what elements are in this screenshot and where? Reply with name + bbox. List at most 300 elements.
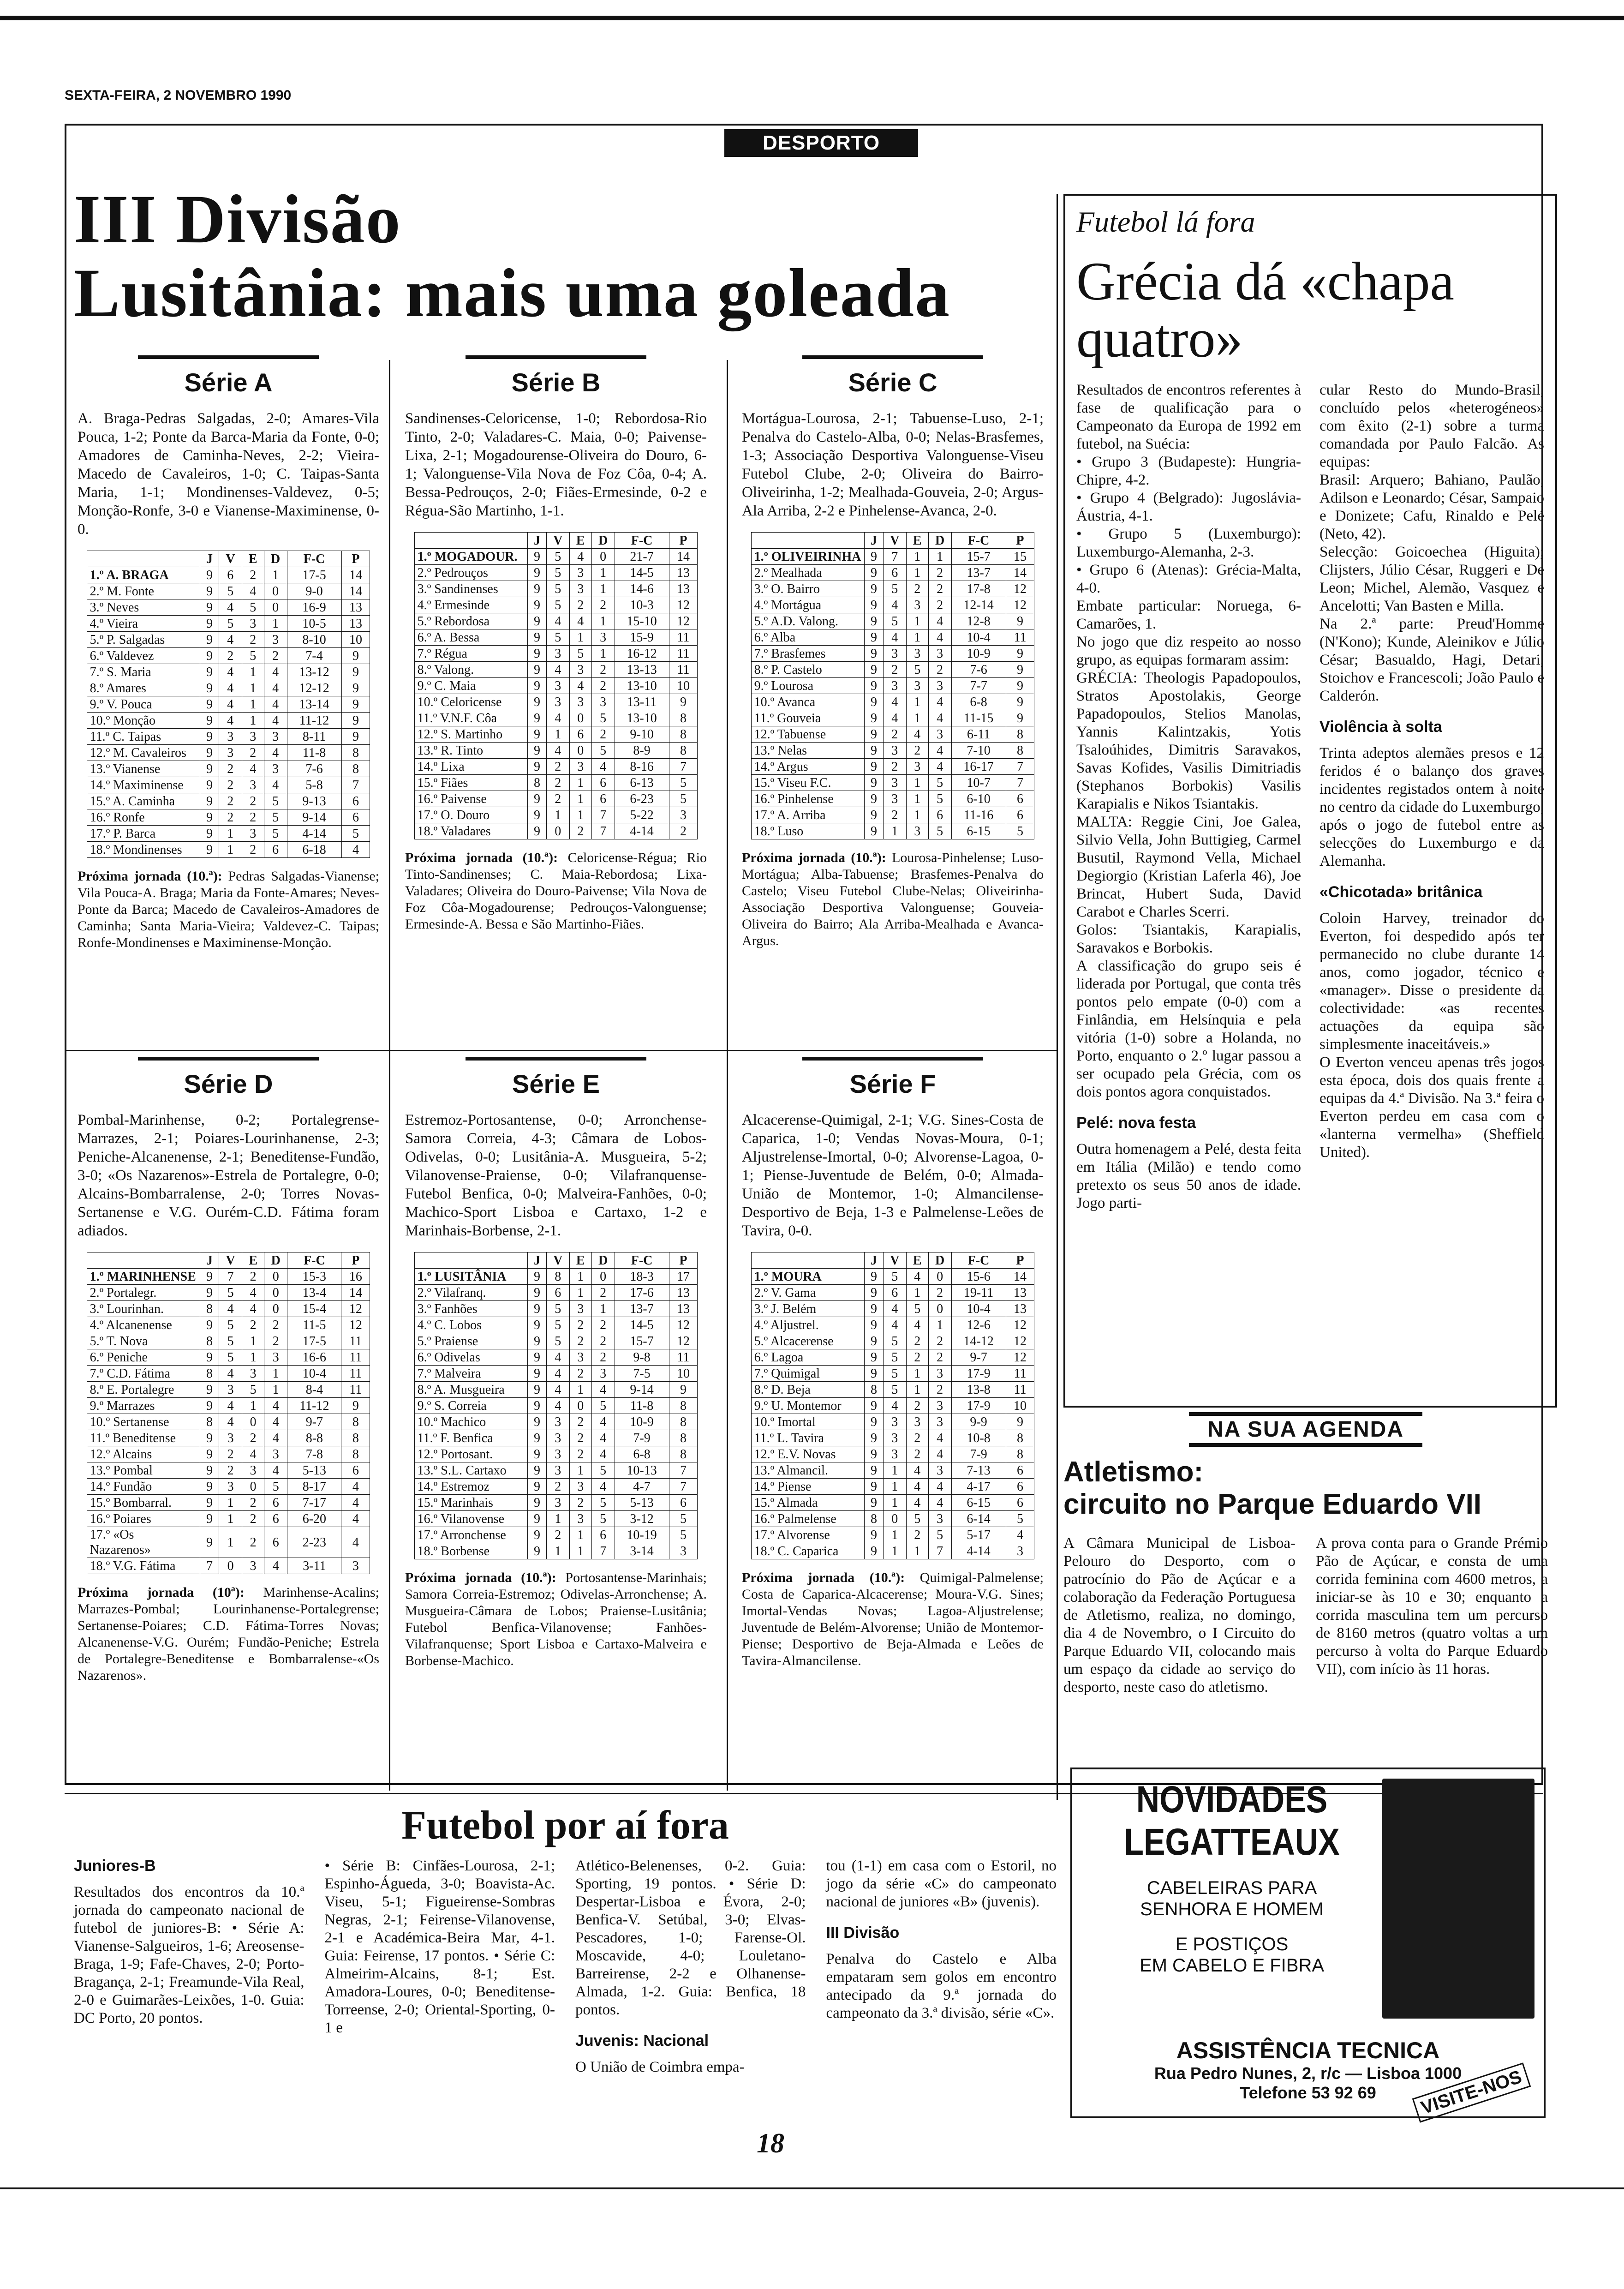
table-cell: 13-7 bbox=[615, 1301, 669, 1317]
table-cell: 9 bbox=[865, 1301, 884, 1317]
paragraph: tou (1-1) em casa com o Estoril, no jogo da série «C» do campeonato nacional de juniores «B» (juvenis). bbox=[826, 1858, 1057, 1910]
table-cell: 11 bbox=[341, 1349, 370, 1366]
table-cell: 14.º Argus bbox=[751, 759, 865, 775]
table-cell: 9 bbox=[200, 680, 219, 696]
table-row bbox=[87, 793, 370, 809]
table-row bbox=[751, 775, 1034, 791]
table-cell: 14-5 bbox=[615, 565, 669, 581]
table-cell: 9 bbox=[528, 1446, 547, 1462]
table-cell: 4 bbox=[569, 549, 591, 565]
table-cell: 14.º Piense bbox=[751, 1479, 865, 1495]
table-cell: 3 bbox=[591, 629, 615, 646]
table-cell: 3.º O. Bairro bbox=[751, 581, 865, 597]
table-cell: 2 bbox=[569, 1333, 591, 1349]
table-cell: 2 bbox=[669, 823, 698, 839]
table-cell: 1 bbox=[906, 613, 928, 629]
subhead-chicotada: «Chicotada» britânica bbox=[1320, 883, 1483, 901]
table-cell: 9 bbox=[865, 1349, 884, 1366]
table-cell: 19-11 bbox=[951, 1285, 1006, 1301]
table-cell: 5 bbox=[264, 826, 287, 842]
table-row bbox=[751, 1398, 1034, 1414]
table-cell: 1 bbox=[906, 629, 928, 646]
table-cell: 15.º A. Caminha bbox=[87, 793, 200, 809]
table-cell: 9 bbox=[528, 1430, 547, 1446]
table-cell: 5 bbox=[219, 583, 242, 599]
table-cell: 1 bbox=[242, 1398, 264, 1414]
table-cell: 1 bbox=[906, 1366, 928, 1382]
table-header-cell bbox=[414, 533, 528, 549]
table-cell: 0 bbox=[264, 599, 287, 616]
table-cell: 1 bbox=[591, 581, 615, 597]
table-cell: 11 bbox=[341, 1382, 370, 1398]
table-row bbox=[414, 1543, 698, 1559]
table-cell: 9 bbox=[200, 632, 219, 648]
table-cell: 11-8 bbox=[615, 1398, 669, 1414]
table-cell: 3 bbox=[264, 632, 287, 648]
table-cell: 9.º U. Montemor bbox=[751, 1398, 865, 1414]
table-row bbox=[751, 646, 1034, 662]
table-cell: 3 bbox=[242, 1366, 264, 1382]
table-cell: 5 bbox=[906, 662, 928, 678]
table-cell: 10.º Imortal bbox=[751, 1414, 865, 1430]
table-cell: 2 bbox=[883, 662, 906, 678]
table-cell: 10 bbox=[341, 632, 370, 648]
table-cell: 9 bbox=[865, 1462, 884, 1479]
table-cell: 1 bbox=[569, 1462, 591, 1479]
next-round-label: Próxima jornada (10.ª): bbox=[742, 1570, 905, 1585]
table-cell: 9-0 bbox=[287, 583, 341, 599]
table-cell: 7.º Quimigal bbox=[751, 1366, 865, 1382]
table-cell: 13 bbox=[669, 565, 698, 581]
table-cell: 6-11 bbox=[951, 726, 1006, 743]
table-cell: 1 bbox=[906, 549, 928, 565]
table-cell: 9 bbox=[200, 1269, 219, 1285]
table-cell: 2 bbox=[591, 1285, 615, 1301]
table-cell: 9 bbox=[528, 743, 547, 759]
table-row bbox=[414, 1398, 698, 1414]
table-cell: 0 bbox=[242, 1414, 264, 1430]
table-cell: 15-7 bbox=[951, 549, 1006, 565]
table-cell: 3 bbox=[546, 1462, 569, 1479]
table-cell: 13 bbox=[669, 581, 698, 597]
table-cell: 9.º Marrazes bbox=[87, 1398, 200, 1414]
table-cell: 1 bbox=[242, 1333, 264, 1349]
table-row bbox=[87, 842, 370, 858]
table-cell: 2 bbox=[591, 678, 615, 694]
table-cell: 10.º Monção bbox=[87, 713, 200, 729]
table-cell: 14 bbox=[1006, 565, 1034, 581]
table-cell: 9 bbox=[200, 567, 219, 583]
table-cell: 5 bbox=[219, 1317, 242, 1333]
table-cell: 9 bbox=[200, 648, 219, 664]
table-cell: 6.º A. Bessa bbox=[414, 629, 528, 646]
headline-line-1: III Divisão bbox=[74, 181, 401, 258]
table-cell: 21-7 bbox=[615, 549, 669, 565]
table-cell: 3 bbox=[569, 694, 591, 710]
table-row bbox=[87, 761, 370, 777]
table-cell: 6 bbox=[546, 1285, 569, 1301]
table-cell: 7 bbox=[928, 1543, 951, 1559]
table-header-row bbox=[751, 1252, 1034, 1269]
table-cell: 9 bbox=[528, 549, 547, 565]
table-cell: 5 bbox=[242, 648, 264, 664]
table-cell: 7-7 bbox=[951, 678, 1006, 694]
serie-title: Série A bbox=[184, 368, 273, 397]
table-cell: 6 bbox=[1006, 807, 1034, 823]
table-cell: 8 bbox=[1006, 1430, 1034, 1446]
table-cell: 4 bbox=[242, 1446, 264, 1462]
table-cell: 1 bbox=[546, 807, 569, 823]
table-cell: 12 bbox=[1006, 581, 1034, 597]
table-cell: 2 bbox=[546, 759, 569, 775]
serie-block bbox=[397, 1057, 715, 1669]
serie-block bbox=[734, 1057, 1052, 1669]
serie-results: A. Braga-Pedras Salgadas, 2-0; Amares-Vila Pouca, 1-2; Ponte da Barca-Maria da Fonte, 0-0; Amadores de Caminha-Neves, 2-2; Vieira-Macedo de Cavaleiros, 1-0; C. Taipas-Santa Maria, 1-1; Mondinenses-Valdevez, 0-5; Monção-Ronfe, 3-0 e Vianense-Maximinense, 0-0. bbox=[78, 410, 379, 538]
table-cell: 1 bbox=[591, 613, 615, 629]
table-cell: 4 bbox=[264, 664, 287, 680]
table-cell: 4 bbox=[264, 745, 287, 761]
table-row bbox=[87, 713, 370, 729]
table-row bbox=[87, 583, 370, 599]
table-cell: 9-13 bbox=[287, 793, 341, 809]
table-cell: 9 bbox=[528, 1462, 547, 1479]
table-cell: 2 bbox=[591, 662, 615, 678]
table-cell: 2.º M. Fonte bbox=[87, 583, 200, 599]
table-cell: 8-16 bbox=[615, 759, 669, 775]
table-cell: 10 bbox=[1006, 1398, 1034, 1414]
ad-line-2: LEGATTEAUX bbox=[1124, 1821, 1340, 1863]
table-row bbox=[414, 743, 698, 759]
table-cell: 5 bbox=[219, 1333, 242, 1349]
table-cell: 5 bbox=[1006, 823, 1034, 839]
table-cell: 1 bbox=[264, 616, 287, 632]
table-cell: 4 bbox=[591, 759, 615, 775]
table-cell: 4-17 bbox=[951, 1479, 1006, 1495]
table-cell: 3 bbox=[219, 1430, 242, 1446]
table-cell: 4 bbox=[546, 1382, 569, 1398]
futebol-col-4 bbox=[826, 1857, 1057, 2076]
top-rule bbox=[0, 0, 1624, 20]
paragraph: MALTA: Reggie Cini, Joe Galea, Silvio Vella, John Buttigieg, Carmel Busutil, Raymond Vella, Michael Degiorgio (Kristian Laferla 46), Joe Brincat, Hubert Suda, David Carabot e Charles Scerri. bbox=[1076, 814, 1301, 920]
table-cell: 7 bbox=[1006, 759, 1034, 775]
table-cell: 5 bbox=[219, 1349, 242, 1366]
table-cell: 4 bbox=[591, 1430, 615, 1446]
paragraph: No jogo que diz respeito ao nosso grupo, as equipas formaram assim: bbox=[1076, 634, 1301, 668]
table-cell: 2 bbox=[906, 1349, 928, 1366]
table-cell: 1 bbox=[219, 1495, 242, 1511]
table-row bbox=[87, 1527, 370, 1558]
table-cell: 2.º Vilafranq. bbox=[414, 1285, 528, 1301]
table-cell: 2 bbox=[569, 1495, 591, 1511]
table-cell: 11-8 bbox=[287, 745, 341, 761]
table-cell: 3 bbox=[928, 1511, 951, 1527]
table-row bbox=[87, 696, 370, 713]
table-header-cell: P bbox=[1006, 533, 1034, 549]
table-cell: 2 bbox=[219, 777, 242, 793]
table-cell: 5 bbox=[906, 1301, 928, 1317]
table-cell: 1 bbox=[569, 1269, 591, 1285]
table-cell: 9 bbox=[865, 1446, 884, 1462]
table-cell: 5-22 bbox=[615, 807, 669, 823]
table-header-cell: D bbox=[264, 551, 287, 567]
table-row bbox=[751, 1382, 1034, 1398]
table-cell: 8-4 bbox=[287, 1382, 341, 1398]
table-cell: 1 bbox=[264, 567, 287, 583]
table-row bbox=[751, 565, 1034, 581]
table-row bbox=[414, 1414, 698, 1430]
table-row bbox=[414, 1430, 698, 1446]
table-cell: 3 bbox=[264, 1446, 287, 1462]
table-cell: 1 bbox=[906, 1285, 928, 1301]
serie-top-rule bbox=[466, 1057, 646, 1061]
sidebar-col-1 bbox=[1076, 381, 1301, 1212]
table-cell: 1 bbox=[569, 775, 591, 791]
table-cell: 4 bbox=[569, 678, 591, 694]
table-cell: 14-12 bbox=[951, 1333, 1006, 1349]
table-cell: 0 bbox=[264, 583, 287, 599]
table-cell: 5 bbox=[883, 581, 906, 597]
table-row bbox=[751, 807, 1034, 823]
table-cell: 8 bbox=[1006, 726, 1034, 743]
table-cell: 2 bbox=[242, 1495, 264, 1511]
table-cell: 9-9 bbox=[951, 1414, 1006, 1430]
table-cell: 13-8 bbox=[951, 1382, 1006, 1398]
table-cell: 18.º Valadares bbox=[414, 823, 528, 839]
table-cell: 1 bbox=[591, 646, 615, 662]
table-cell: 16-6 bbox=[287, 1349, 341, 1366]
table-cell: 9 bbox=[528, 1527, 547, 1543]
table-cell: 8 bbox=[1006, 1446, 1034, 1462]
table-cell: 3 bbox=[906, 1414, 928, 1430]
sidebar-box bbox=[1063, 194, 1557, 1408]
table-cell: 13 bbox=[1006, 1285, 1034, 1301]
table-cell: 2 bbox=[569, 1446, 591, 1462]
table-cell: 2 bbox=[569, 823, 591, 839]
table-row bbox=[87, 1430, 370, 1446]
table-cell: 7-9 bbox=[615, 1430, 669, 1446]
table-cell: 2 bbox=[928, 581, 951, 597]
ad-line-5: E POSTIÇOS bbox=[1175, 1934, 1289, 1954]
paragraph: Golos: Tsiantakis, Karapialis, Saravakos e Borbokis. bbox=[1076, 922, 1301, 956]
table-cell: 1 bbox=[906, 1382, 928, 1398]
table-cell: 8-17 bbox=[287, 1479, 341, 1495]
table-cell: 17.º Arronchense bbox=[414, 1527, 528, 1543]
table-cell: 18.º Luso bbox=[751, 823, 865, 839]
table-header-cell: J bbox=[865, 1252, 884, 1269]
table-row bbox=[414, 759, 698, 775]
table-cell: 7 bbox=[219, 1269, 242, 1285]
table-cell: 12-6 bbox=[951, 1317, 1006, 1333]
table-cell: 9 bbox=[528, 613, 547, 629]
table-cell: 9-14 bbox=[287, 809, 341, 826]
table-cell: 6-13 bbox=[615, 775, 669, 791]
table-cell: 4 bbox=[219, 1414, 242, 1430]
table-cell: 3 bbox=[219, 1382, 242, 1398]
table-row bbox=[87, 1414, 370, 1430]
table-cell: 16.º Vilanovense bbox=[414, 1511, 528, 1527]
table-cell: 11 bbox=[669, 629, 698, 646]
table-cell: 9 bbox=[200, 583, 219, 599]
table-row bbox=[87, 826, 370, 842]
table-cell: 2 bbox=[883, 807, 906, 823]
subhead-juvenis: Juvenis: Nacional bbox=[575, 2032, 709, 2049]
table-cell: 12.º Tabuense bbox=[751, 726, 865, 743]
table-cell: 1 bbox=[883, 1462, 906, 1479]
table-cell: 11.º V.N.F. Côa bbox=[414, 710, 528, 726]
table-cell: 3 bbox=[883, 775, 906, 791]
table-cell: 9 bbox=[200, 599, 219, 616]
table-cell: 1 bbox=[219, 1527, 242, 1558]
serie-top-rule bbox=[802, 355, 983, 359]
table-cell: 6 bbox=[591, 1527, 615, 1543]
table-row bbox=[751, 726, 1034, 743]
table-cell: 13.º Pombal bbox=[87, 1462, 200, 1479]
table-cell: 4.º Vieira bbox=[87, 616, 200, 632]
table-cell: 13 bbox=[341, 616, 370, 632]
table-cell: 6 bbox=[1006, 1462, 1034, 1479]
table-cell: 15.º Marinhais bbox=[414, 1495, 528, 1511]
table-cell: 2 bbox=[928, 1285, 951, 1301]
table-cell: 6.º Odivelas bbox=[414, 1349, 528, 1366]
table-row bbox=[414, 613, 698, 629]
table-cell: 6 bbox=[341, 809, 370, 826]
table-cell: 4-14 bbox=[615, 823, 669, 839]
table-cell: 13.º Almancil. bbox=[751, 1462, 865, 1479]
table-cell: 2 bbox=[591, 1317, 615, 1333]
table-cell: 0 bbox=[264, 1301, 287, 1317]
table-row bbox=[751, 1349, 1034, 1366]
table-header-cell: V bbox=[883, 1252, 906, 1269]
table-cell: 9 bbox=[865, 662, 884, 678]
table-cell: 6 bbox=[1006, 1479, 1034, 1495]
table-cell: 18.º Mondinenses bbox=[87, 842, 200, 858]
table-cell: 9 bbox=[200, 1398, 219, 1414]
table-cell: 5 bbox=[242, 599, 264, 616]
table-cell: 2 bbox=[591, 726, 615, 743]
table-cell: 9 bbox=[528, 694, 547, 710]
table-cell: 3 bbox=[569, 759, 591, 775]
table-cell: 2 bbox=[242, 793, 264, 809]
table-cell: 2 bbox=[928, 565, 951, 581]
standings-table bbox=[414, 532, 698, 839]
table-cell: 1.º MOGADOUR. bbox=[414, 549, 528, 565]
table-row bbox=[414, 1495, 698, 1511]
advert-box bbox=[1070, 1768, 1546, 2118]
table-cell: 7 bbox=[669, 759, 698, 775]
table-cell: 2 bbox=[242, 1430, 264, 1446]
futebol-col-2: • Série B: Cinfães-Lourosa, 2-1; Espinho-Águeda, 3-0; Boavista-Ac. Viseu, 5-1; Figueirense-Sombras Negras, 2-1; Feirense-Vilanovense, 2-1 e Académica-Beira Mar, 4-1. Guia: Feirense, 17 pontos. • Série C: Almeirim-Alcains, 8-1; Est. Amadora-Loures, 0-0; Beneditense-Torreense, 2-0; Oriental-Sporting, 0-1 e bbox=[324, 1858, 555, 2036]
table-row bbox=[87, 616, 370, 632]
table-cell: 4-14 bbox=[287, 826, 341, 842]
table-cell: 9.º S. Correia bbox=[414, 1398, 528, 1414]
table-cell: 9 bbox=[1006, 613, 1034, 629]
table-cell: 14.º Fundão bbox=[87, 1479, 200, 1495]
table-cell: 4 bbox=[264, 713, 287, 729]
table-cell: 6 bbox=[264, 1511, 287, 1527]
table-cell: 2 bbox=[219, 761, 242, 777]
table-cell: 15-3 bbox=[287, 1269, 341, 1285]
table-cell: 1 bbox=[569, 1543, 591, 1559]
table-cell: 16.º Poiares bbox=[87, 1511, 200, 1527]
table-cell: 2 bbox=[242, 745, 264, 761]
table-row bbox=[87, 1269, 370, 1285]
table-cell: 4 bbox=[242, 583, 264, 599]
table-cell: 9 bbox=[669, 1382, 698, 1398]
table-cell: 9-7 bbox=[951, 1349, 1006, 1366]
table-cell: 3 bbox=[569, 581, 591, 597]
table-cell: 4 bbox=[591, 1382, 615, 1398]
table-row bbox=[414, 1462, 698, 1479]
table-cell: 6 bbox=[669, 1495, 698, 1511]
table-cell: 4 bbox=[928, 743, 951, 759]
table-cell: 17.º A. Arriba bbox=[751, 807, 865, 823]
table-cell: 3 bbox=[219, 1479, 242, 1495]
table-cell: 4.º Aljustrel. bbox=[751, 1317, 865, 1333]
table-header-cell: F-C bbox=[951, 533, 1006, 549]
table-cell: 9 bbox=[200, 1527, 219, 1558]
table-cell: 4 bbox=[219, 1301, 242, 1317]
table-cell: 5 bbox=[546, 1333, 569, 1349]
table-row bbox=[751, 1446, 1034, 1462]
table-header-cell bbox=[87, 1252, 200, 1269]
table-cell: 13-7 bbox=[951, 565, 1006, 581]
table-cell: 8 bbox=[865, 1511, 884, 1527]
table-cell: 2 bbox=[219, 648, 242, 664]
table-cell: 9 bbox=[528, 823, 547, 839]
table-cell: 2 bbox=[928, 1349, 951, 1366]
table-cell: 1 bbox=[219, 1511, 242, 1527]
table-cell: 9 bbox=[528, 726, 547, 743]
table-cell: 2.º V. Gama bbox=[751, 1285, 865, 1301]
table-cell: 10-9 bbox=[951, 646, 1006, 662]
table-cell: 1 bbox=[883, 1543, 906, 1559]
main-headline bbox=[74, 182, 1043, 330]
ad-line-4: SENHORA E HOMEM bbox=[1140, 1899, 1324, 1919]
table-cell: 13-13 bbox=[615, 662, 669, 678]
table-row bbox=[414, 678, 698, 694]
table-cell: 1 bbox=[906, 775, 928, 791]
table-cell: 5.º A.D. Valong. bbox=[751, 613, 865, 629]
table-cell: 4 bbox=[928, 1495, 951, 1511]
table-cell: 4 bbox=[591, 1479, 615, 1495]
table-cell: 9 bbox=[1006, 678, 1034, 694]
agenda-label: NA SUA AGENDA bbox=[1189, 1412, 1422, 1447]
table-row bbox=[751, 613, 1034, 629]
table-cell: 9 bbox=[865, 678, 884, 694]
subhead-iii: III Divisão bbox=[826, 1924, 900, 1941]
table-cell: 7.º C.D. Fátima bbox=[87, 1366, 200, 1382]
table-row bbox=[414, 807, 698, 823]
table-cell: 9 bbox=[200, 616, 219, 632]
table-row bbox=[751, 1269, 1034, 1285]
table-cell: 7 bbox=[591, 1543, 615, 1559]
standings-table bbox=[751, 532, 1035, 839]
table-cell: 4 bbox=[546, 1349, 569, 1366]
table-cell: 4 bbox=[242, 761, 264, 777]
table-cell: 14 bbox=[669, 549, 698, 565]
table-cell: 3 bbox=[569, 662, 591, 678]
table-cell: 9 bbox=[865, 1269, 884, 1285]
table-row bbox=[414, 694, 698, 710]
table-cell: 5 bbox=[546, 597, 569, 613]
table-cell: 0 bbox=[883, 1511, 906, 1527]
table-cell: 9 bbox=[865, 1333, 884, 1349]
table-cell: 0 bbox=[569, 743, 591, 759]
table-cell: 8.º A. Musgueira bbox=[414, 1382, 528, 1398]
table-cell: 4 bbox=[1006, 1527, 1034, 1543]
table-cell: 2 bbox=[242, 1527, 264, 1558]
table-cell: 3.º Fanhões bbox=[414, 1301, 528, 1317]
